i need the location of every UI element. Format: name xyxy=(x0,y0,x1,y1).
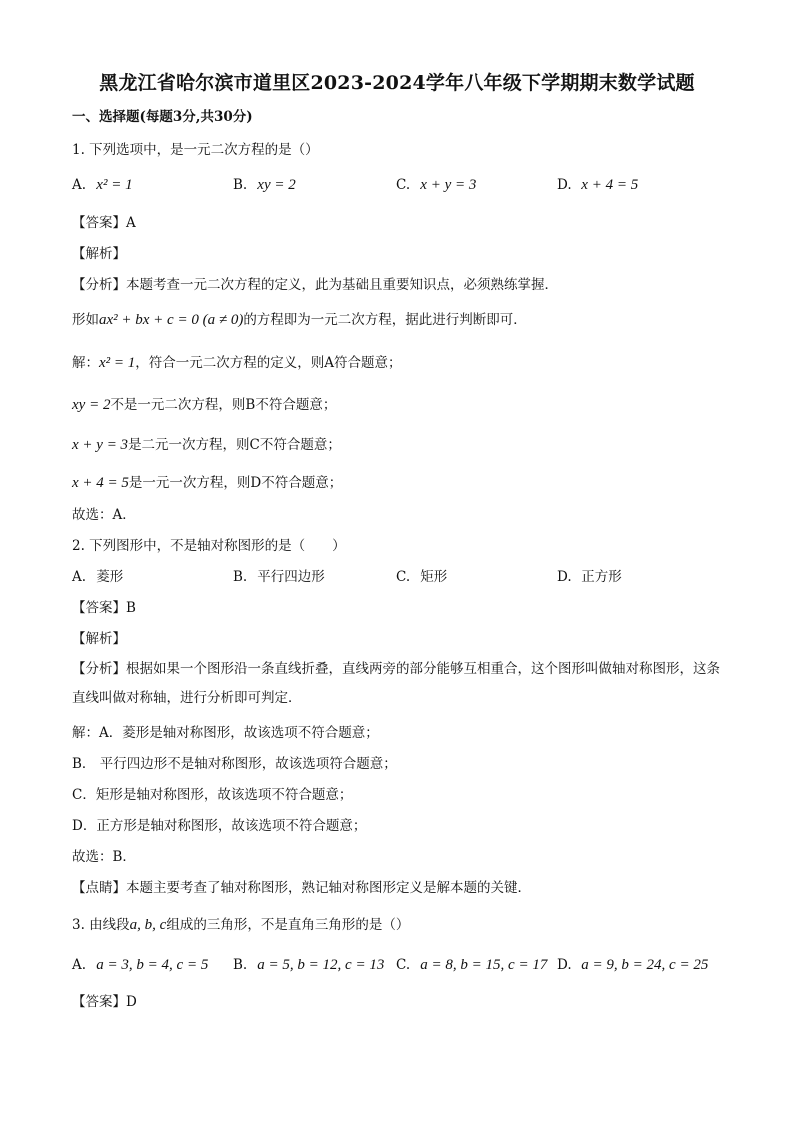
q2-choose: 故选：B． xyxy=(72,849,136,865)
q2-solution-c: C．矩形是轴对称图形，故该选项不符合题意； xyxy=(72,787,353,803)
q1-solution-d xyxy=(72,474,342,492)
option-math: a = 8, b = 15, c = 17 xyxy=(420,957,548,973)
option-math: a = 9, b = 24, c = 25 xyxy=(581,957,709,973)
option-math: xy = 2 xyxy=(257,177,296,193)
q1-solution-b xyxy=(72,396,336,414)
solution-math: x² = 1 xyxy=(99,355,136,371)
text-segment: 是二元一次方程，则C不符合题意； xyxy=(128,437,341,453)
option-label: A. xyxy=(72,957,87,973)
q1-jiexi: 【解析】 xyxy=(72,246,126,262)
q2-solution-d: D．正方形是轴对称图形，故该选项不符合题意； xyxy=(72,818,367,834)
text-segment: 组成的三角形，不是直角三角形的是（） xyxy=(166,917,410,933)
option-math: x² = 1 xyxy=(96,177,133,193)
option-label: D. xyxy=(557,177,572,193)
text-segment: 形如 xyxy=(72,312,99,328)
definition-math: ax² + bx + c = 0 (a ≠ 0) xyxy=(99,312,244,328)
q3-option-b xyxy=(233,956,384,974)
solution-math: xy = 2 xyxy=(72,397,111,413)
q2-answer: 【答案】B xyxy=(72,600,136,616)
solution-math: x + y = 3 xyxy=(72,437,129,453)
q3-option-a xyxy=(72,956,208,974)
q1-definition xyxy=(72,311,527,329)
text-segment: 是一元一次方程，则D不符合题意； xyxy=(128,475,343,491)
option-label: B. xyxy=(233,177,248,193)
q3-answer: 【答案】D xyxy=(72,994,137,1010)
option-text: 菱形 xyxy=(96,569,124,585)
option-label: D. xyxy=(557,569,572,585)
q1-choose: 故选：A． xyxy=(72,507,136,523)
q2-option-a xyxy=(72,568,123,586)
q1-solution-a xyxy=(72,354,402,372)
q1-option-b xyxy=(233,176,296,194)
text-segment: 解： xyxy=(72,355,99,371)
option-label: B. xyxy=(233,569,248,585)
q1-stem: 1. 下列选项中，是一元二次方程的是（） xyxy=(72,142,319,158)
q2-solution-a: 解：A．菱形是轴对称图形，故该选项不符合题意； xyxy=(72,725,379,741)
q1-option-d xyxy=(557,176,638,194)
q1-solution-c xyxy=(72,436,341,454)
q1-option-a xyxy=(72,176,133,194)
q3-stem xyxy=(72,916,409,934)
option-label: A. xyxy=(72,569,87,585)
text-segment: 的方程即为一元二次方程，据此进行判断即可． xyxy=(243,312,527,328)
q1-option-c xyxy=(396,176,476,194)
q2-solution-b: B． 平行四边形不是轴对称图形，故该选项符合题意； xyxy=(72,756,397,772)
option-math: x + 4 = 5 xyxy=(581,177,639,193)
option-math: x + y = 3 xyxy=(420,177,477,193)
option-text: 平行四边形 xyxy=(257,569,325,585)
option-label: A. xyxy=(72,177,87,193)
option-label: C. xyxy=(396,957,411,973)
stem-math: a, b, c xyxy=(129,917,167,933)
q2-analysis: 【分析】根据如果一个图形沿一条直线折叠，直线两旁的部分能够互相重合，这个图形叫做轴对称图形，这条直线叫做对称轴，进行分析即可判定． xyxy=(72,661,720,706)
q2-dianjing: 【点睛】本题主要考查了轴对称图形，熟记轴对称图形定义是解本题的关键． xyxy=(72,880,531,896)
q2-option-d xyxy=(557,568,622,586)
q2-stem: 2. 下列图形中，不是轴对称图形的是（ ） xyxy=(72,538,346,554)
q1-answer: 【答案】A xyxy=(72,215,136,231)
exam-title: 黑龙江省哈尔滨市道里区2023-2024学年八年级下学期期末数学试题 xyxy=(99,72,695,94)
option-text: 正方形 xyxy=(581,569,622,585)
option-label: B. xyxy=(233,957,248,973)
solution-math: x + 4 = 5 xyxy=(72,475,129,491)
text-segment: ，符合一元二次方程的定义，则A符合题意； xyxy=(135,355,402,371)
option-label: C. xyxy=(396,177,411,193)
q3-option-d xyxy=(557,956,708,974)
option-label: D. xyxy=(557,957,572,973)
q2-option-c xyxy=(396,568,447,586)
text-segment: 3. 由线段 xyxy=(72,917,130,933)
q2-jiexi: 【解析】 xyxy=(72,631,126,647)
q2-option-b xyxy=(233,568,325,586)
q3-option-c xyxy=(396,956,547,974)
option-label: C. xyxy=(396,569,411,585)
text-segment: 不是一元二次方程，则B不符合题意； xyxy=(110,397,337,413)
q1-analysis: 【分析】本题考查一元二次方程的定义，此为基础且重要知识点，必须熟练掌握． xyxy=(72,277,558,293)
section-heading: 一、选择题(每题3分,共30分) xyxy=(72,109,253,125)
option-math: a = 5, b = 12, c = 13 xyxy=(257,957,385,973)
option-math: a = 3, b = 4, c = 5 xyxy=(96,957,209,973)
option-text: 矩形 xyxy=(420,569,448,585)
